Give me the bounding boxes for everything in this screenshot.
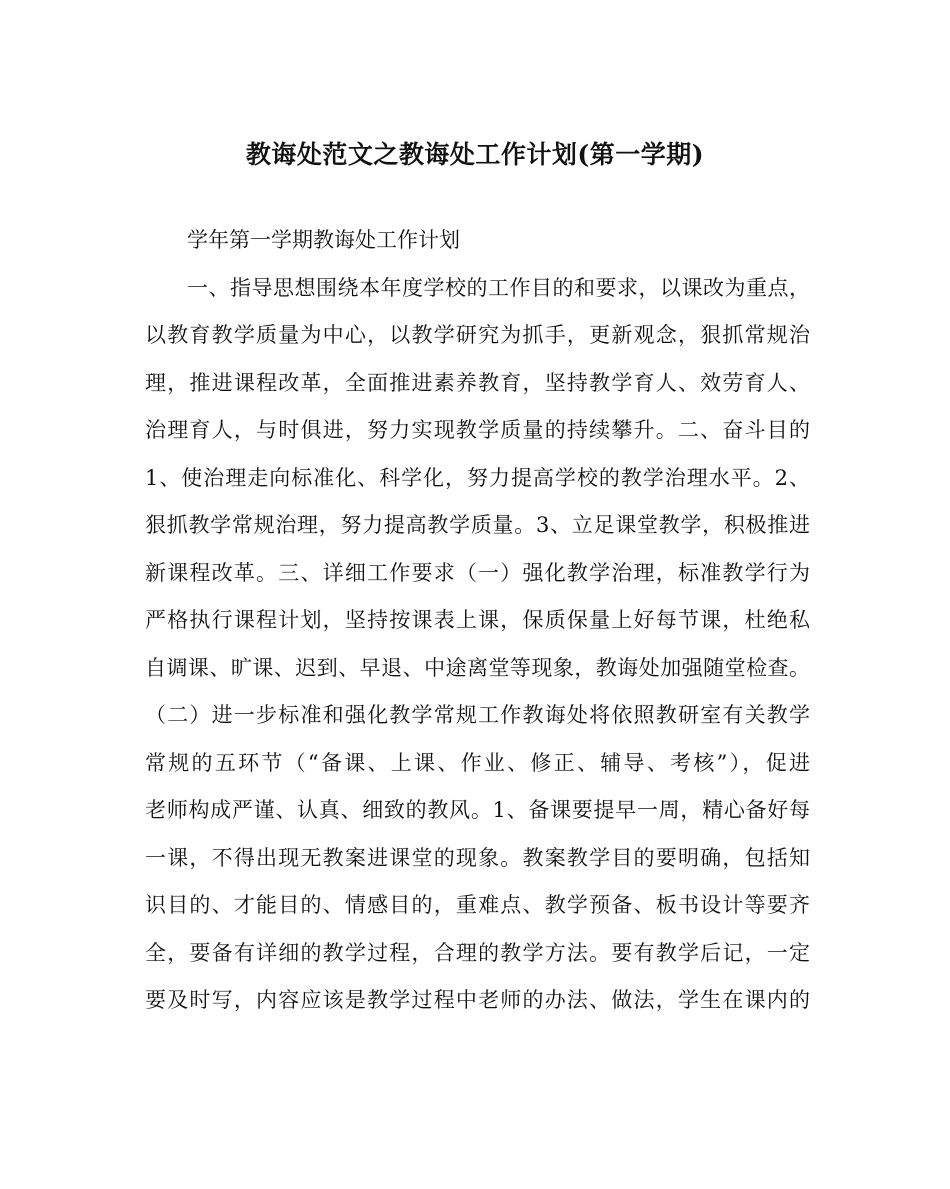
paragraph-line: 全，要备有详细的教学过程，合理的教学方法。要有教学后记，一定 [145,940,810,965]
paragraph-line: 老师构成严谨、认真、细致的教风。1、备课要提早一周，精心备好每 [145,798,810,822]
paragraph-line: 要及时写，内容应该是教学过程中老师的办法、做法，学生在课内的 [145,988,810,1012]
paragraph-line: 一课，不得出现无教案进课堂的现象。教案教学目的要明确，包括知 [145,845,810,870]
paragraph-line: 1、使治理走向标准化、科学化，努力提高学校的教学治理水平。2、 [145,465,810,490]
paragraph-line: 狠抓教学常规治理，努力提高教学质量。3、立足课堂教学，积极推进 [145,513,810,537]
paragraph-line: 以教育教学质量为中心，以教学研究为抓手，更新观念，狠抓常规治 [145,323,810,347]
paragraph-line: 严格执行课程计划，坚持按课表上课，保质保量上好每节课，杜绝私 [145,608,810,632]
paragraph-line: 自调课、旷课、迟到、早退、中途离堂等现象，教诲处加强随堂检查。 [145,655,810,680]
paragraph-line: 识目的、才能目的、情感目的，重难点、教学预备、板书设计等要齐 [145,893,810,917]
paragraph-line: （二）进一步标准和强化教学常规工作教诲处将依照教研室有关教学 [145,703,810,727]
paragraph-line: 治理育人，与时俱进，努力实现教学质量的持续攀升。二、奋斗目的 [145,418,810,442]
document-body [145,217,810,1025]
paragraph-line: 常规的五环节（“备课、上课、作业、修正、辅导、考核”），促进 [145,750,810,775]
paragraph-line: 理，推进课程改革，全面推进素养教育，坚持教学育人、效劳育人、 [145,370,810,395]
document-title: 教诲处范文之教诲处工作计划(第一学期) [245,140,705,169]
paragraph-line: 新课程改革。三、详细工作要求（一）强化教学治理，标准教学行为 [145,560,810,585]
subtitle-line: 学年第一学期教诲处工作计划 [187,228,460,252]
paragraph-line: 一、指导思想围绕本年度学校的工作目的和要求，以课改为重点， [187,275,810,300]
